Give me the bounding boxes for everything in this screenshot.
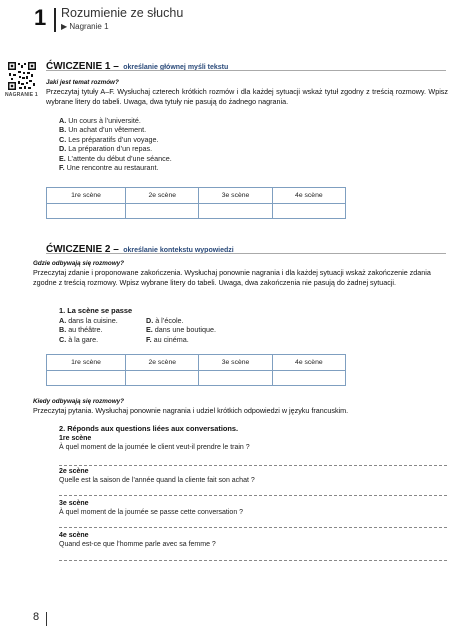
scene-4-question: Quand est-ce que l’homme parle avec sa femme ?	[59, 541, 216, 548]
answer-cell-2[interactable]	[126, 204, 199, 219]
answer-cell-3[interactable]	[199, 371, 272, 386]
scene-2-answer-line[interactable]	[59, 495, 447, 496]
exercise-3-heading: 2. Réponds aux questions liées aux conversations.	[59, 424, 239, 433]
table-header-scene-1: 1re scène	[47, 188, 126, 204]
table-header-scene-1: 1re scène	[47, 355, 126, 371]
option-c: C. Les préparatifs d’un voyage.	[59, 134, 159, 144]
option-f: F. Une rencontre au restaurant.	[59, 163, 159, 173]
option-f: F. au cinéma.	[146, 334, 189, 344]
scene-3-question: À quel moment de la journée se passe cette conversation ?	[59, 509, 244, 516]
exercise-1-header	[46, 56, 456, 74]
exercise-3-instruction: Przeczytaj pytania. Wysłuchaj ponownie nagrania i udziel krótkich odpowiedzi w języku francuskim.	[33, 406, 349, 415]
answer-cell-1[interactable]	[47, 204, 126, 219]
table-header-scene-3: 3e scène	[199, 188, 272, 204]
exercise-1-question: Jaki jest temat rozmów?	[46, 79, 119, 86]
exercise-2-heading: 1. La scène se passe	[59, 306, 133, 315]
exercise-2-header	[46, 239, 456, 257]
exercise-1-title: ĆWICZENIE 1 –	[46, 61, 119, 72]
exercise-2-answer-table	[46, 354, 346, 386]
scene-1-answer-line[interactable]	[59, 465, 447, 466]
scene-4-answer-line[interactable]	[59, 560, 447, 561]
scene-2-label: 2e scène	[59, 468, 89, 475]
chapter-subtitle: ▶ Nagranie 1	[61, 22, 109, 31]
option-e: E. L’attente du début d’une séance.	[59, 153, 172, 163]
exercise-1-rule	[46, 70, 446, 71]
answer-cell-4[interactable]	[272, 204, 345, 219]
scene-4-label: 4e scène	[59, 532, 89, 539]
scene-3-label: 3e scène	[59, 500, 89, 507]
qr-code-icon[interactable]	[8, 62, 36, 90]
table-header-scene-3: 3e scène	[199, 355, 272, 371]
option-d: D. à l’école.	[146, 316, 184, 325]
scene-3-answer-line[interactable]	[59, 527, 447, 528]
exercise-2-instruction: Przeczytaj zdanie i proponowane zakończenia. Wysłuchaj ponownie nagrania i dla każdej sytuacji wskaż zakończenie zdania zgodne z treścią rozmowy. Wpisz wybrane litery do tabeli. Uwaga, dwa zakończenia nie pasują do żadnej sytuacji.	[33, 268, 431, 287]
exercise-1-instruction: Przeczytaj tytuły A–F. Wysłuchaj czterech krótkich rozmów i dla każdej sytuacji wskaż tytuł zgodny z treścią rozmowy. Wpisz wybrane litery do tabeli. Uwaga, dwa tytuły nie pasują do żadnego nagrania.	[46, 87, 448, 106]
scene-2-question: Quelle est la saison de l’année quand la cliente fait son achat ?	[59, 477, 255, 484]
answer-cell-3[interactable]	[199, 204, 272, 219]
answer-cell-2[interactable]	[126, 371, 199, 386]
option-b: B. au théâtre.	[59, 325, 103, 335]
exercise-1-options	[59, 116, 172, 172]
exercise-2-question: Gdzie odbywają się rozmowy?	[33, 260, 124, 267]
recording-label: NAGRANIE 1	[5, 92, 38, 98]
chapter-title: Rozumienie ze słuchu	[61, 6, 184, 20]
scene-1-label: 1re scène	[59, 435, 92, 442]
exercise-2-subtitle: określanie kontekstu wypowiedzi	[123, 247, 234, 254]
scene-1-question: À quel moment de la journée le client veut-il prendre le train ?	[59, 444, 250, 451]
exercise-2-options-right	[146, 316, 216, 344]
table-header-scene-4: 4e scène	[272, 355, 345, 371]
answer-cell-4[interactable]	[272, 371, 345, 386]
option-c: C. à la gare.	[59, 334, 99, 344]
exercise-1-answer-table	[46, 187, 346, 219]
page-number: 8	[33, 611, 40, 623]
table-header-scene-4: 4e scène	[272, 188, 345, 204]
table-header-scene-2: 2e scène	[126, 355, 199, 371]
option-e: E. dans une boutique.	[146, 325, 216, 335]
option-a: A. Un cours à l’université.	[59, 116, 141, 125]
option-d: D. La préparation d’un repas.	[59, 144, 153, 154]
exercise-2-title: ĆWICZENIE 2 –	[46, 244, 119, 255]
exercise-3-question: Kiedy odbywają się rozmowy?	[33, 398, 124, 405]
exercise-2-rule	[46, 253, 446, 254]
table-header-scene-2: 2e scène	[126, 188, 199, 204]
chapter-number: 1	[34, 5, 47, 30]
answer-cell-1[interactable]	[47, 371, 126, 386]
option-b: B. Un achat d’un vêtement.	[59, 125, 147, 135]
exercise-2-options-left	[59, 316, 118, 344]
exercise-1-subtitle: określanie głównej myśli tekstu	[123, 64, 229, 71]
page-number-divider	[46, 612, 47, 626]
chapter-divider	[54, 8, 56, 32]
option-a: A. dans la cuisine.	[59, 316, 118, 325]
